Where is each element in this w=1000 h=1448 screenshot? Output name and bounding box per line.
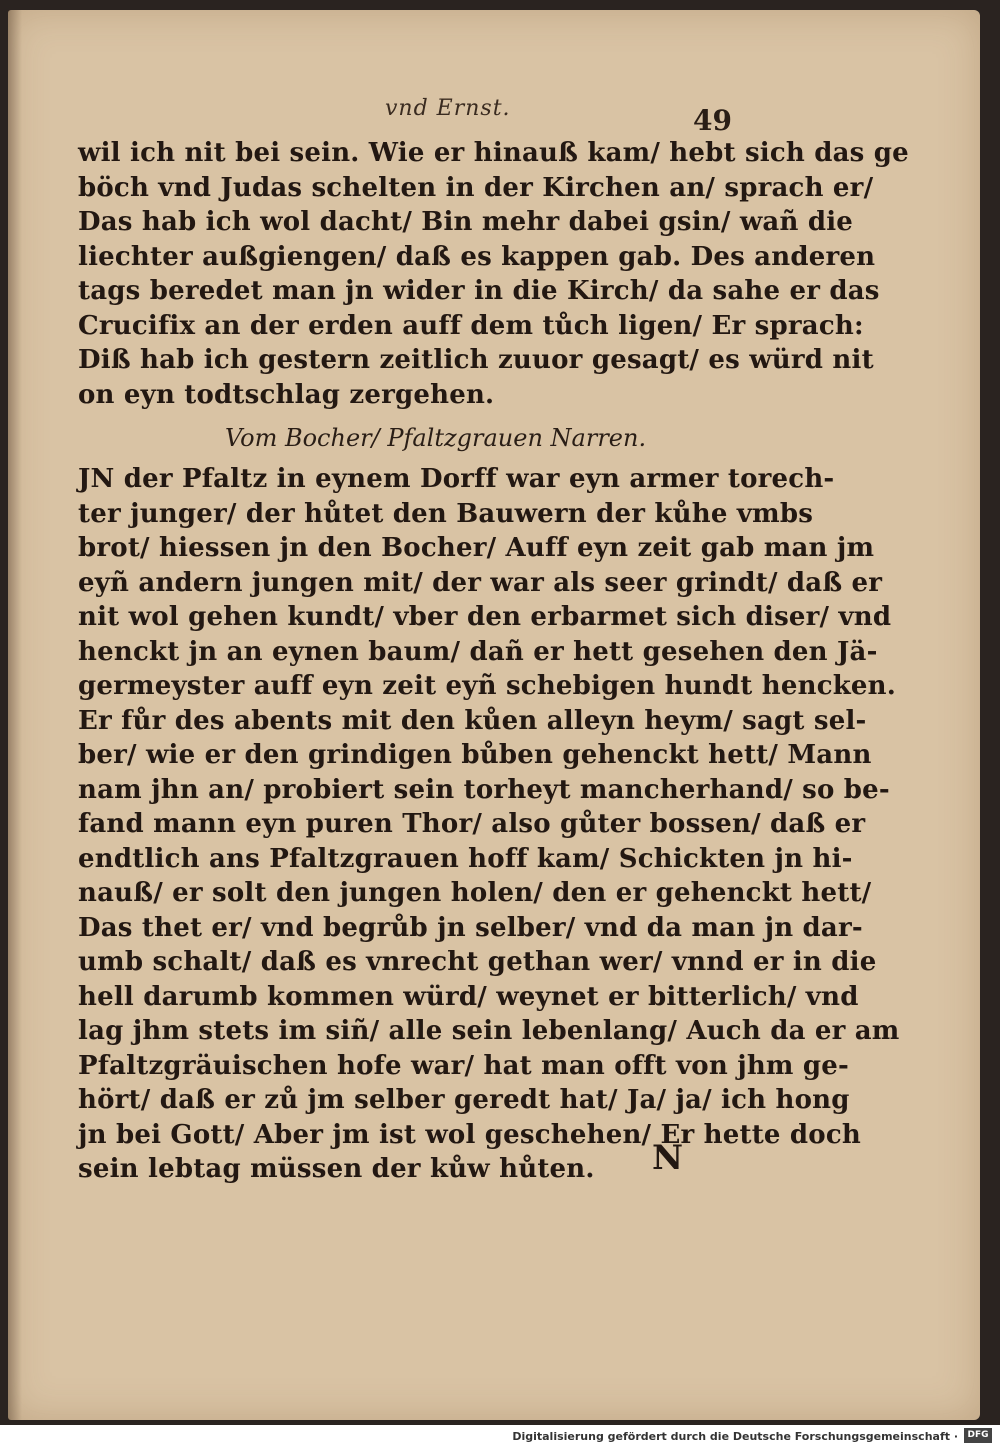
catchword: N (652, 1138, 684, 1178)
text-block-top (78, 136, 909, 412)
text-line: Er fůr des abents mit den kůen alleyn heym/ sagt sel- (78, 705, 867, 736)
text-line: hell darumb kommen würd/ weynet er bitterlich/ vnd (78, 981, 859, 1012)
text-line: tags beredet man jn wider in die Kirch/ da sahe er das (78, 276, 880, 306)
text-block-main (78, 462, 900, 1187)
text-line: henckt jn an eynen baum/ dañ er hett gesehen den Jä- (78, 636, 878, 667)
text-line: nauß/ er solt den jungen holen/ den er gehenckt hett/ (78, 878, 872, 908)
text-line: Das hab ich wol dacht/ Bin mehr dabei gsin/ wañ die (78, 207, 854, 237)
text-line: ter junger/ der hůtet den Bauwern der kůhe vmbs (78, 498, 814, 529)
text-line: endtlich ans Pfaltzgrauen hoff kam/ Schickten jn hi- (78, 843, 853, 874)
text-line: sein lebtag müssen der kůw hůten. (78, 1154, 595, 1184)
text-line: wil ich nit bei sein. Wie er hinauß kam/ hebt sich das ge (78, 138, 909, 168)
text-line: Das thet er/ vnd begrůb jn selber/ vnd da man jn dar- (78, 912, 863, 943)
text-line: germeyster auff eyn zeit eyñ schebigen hundt hencken. (78, 671, 897, 701)
text-line: hört/ daß er zů jm selber geredt hat/ Ja/ ja/ ich hong (78, 1085, 850, 1115)
text-line: böch vnd Judas schelten in der Kirchen an/ sprach er/ (78, 172, 874, 203)
text-line: Diß hab ich gestern zeitlich zuuor gesagt/ es würd nit (78, 345, 874, 375)
text-line: eyñ andern jungen mit/ der war als seer grindt/ daß er (78, 567, 883, 598)
page-gutter-shadow (8, 10, 22, 1420)
text-line: umb schalt/ daß es vnrecht gethan wer/ vnnd er in die (78, 947, 877, 977)
text-line: nam jhn an/ probiert sein torheyt mancherhand/ so be- (78, 774, 890, 805)
text-line: liechter außgiengen/ daß es kappen gab. Des anderen (78, 241, 876, 272)
text-line: jn bei Gott/ Aber jm ist wol geschehen/ Er hette doch (78, 1119, 861, 1150)
page-number: 49 (693, 104, 732, 137)
text-line: lag jhm stets im siñ/ alle sein lebenlang/ Auch da er am (78, 1016, 900, 1046)
running-head: vnd Ernst. (385, 96, 511, 121)
dfg-logo-icon: DFG (964, 1428, 992, 1443)
text-line: fand mann eyn puren Thor/ also gůter bossen/ daß er (78, 809, 866, 839)
text-line: on eyn todtschlag zergehen. (78, 379, 495, 410)
text-line: Crucifix an der erden auff dem tůch ligen/ Er sprach: (78, 310, 864, 341)
text-line: ber/ wie er den grindigen bůben gehenckt hett/ Mann (78, 740, 872, 770)
text-line: nit wol gehen kundt/ vber den erbarmet sich diser/ vnd (78, 602, 892, 632)
text-line: JN der Pfaltz in eynem Dorff war eyn armer torech- (78, 464, 835, 494)
section-title: Vom Bocher/ Pfaltzgrauen Narren. (225, 424, 647, 452)
footer-credit: Digitalisierung gefördert durch die Deutsche Forschungsgemeinschaft · (512, 1430, 958, 1443)
text-line: Pfaltzgräuischen hofe war/ hat man offt von jhm ge- (78, 1050, 849, 1081)
text-line: brot/ hiessen jn den Bocher/ Auff eyn zeit gab man jm (78, 533, 875, 563)
